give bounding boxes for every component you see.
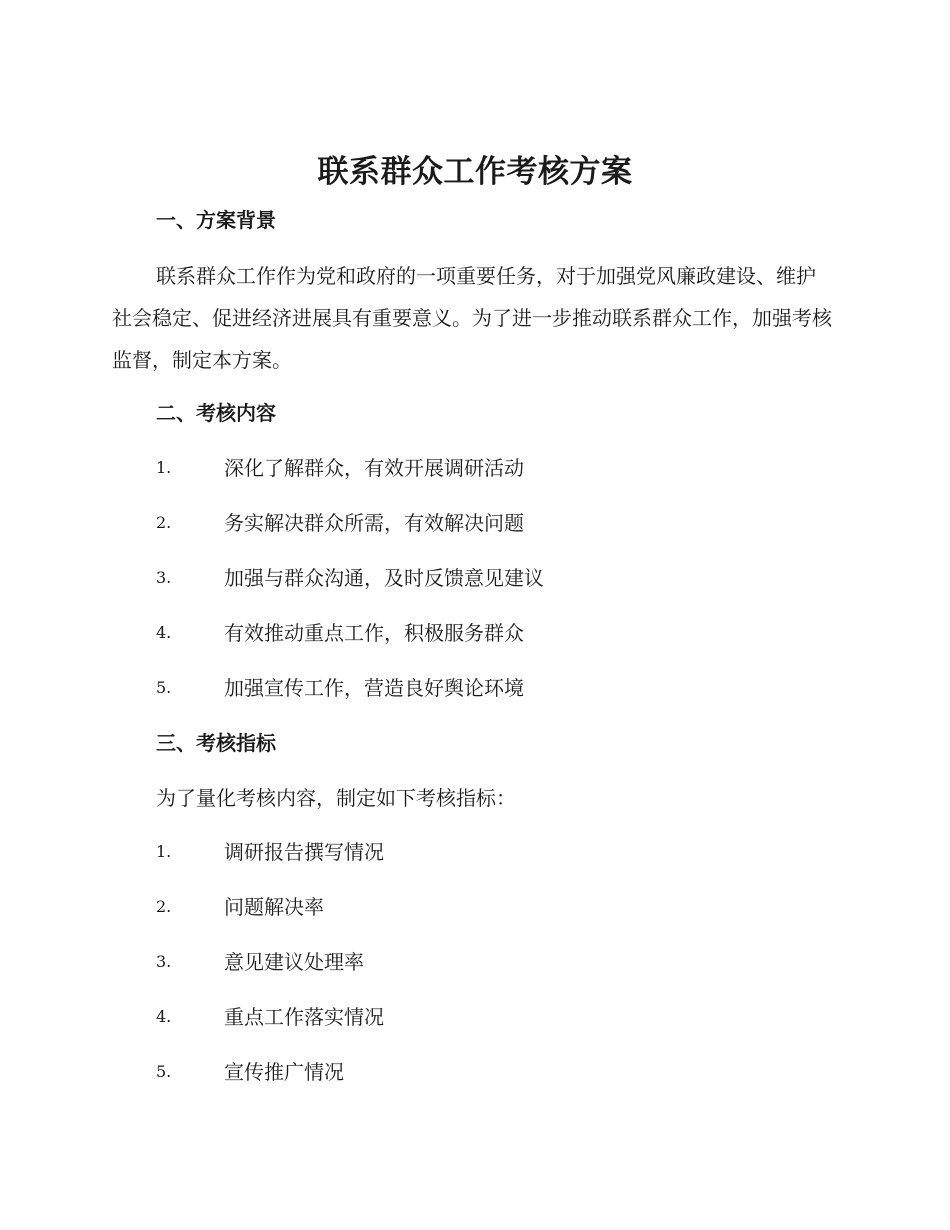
list-text: 有效推动重点工作，积极服务群众 — [224, 621, 524, 645]
section-heading-background: 一、方案背景 — [156, 208, 276, 232]
list-text: 重点工作落实情况 — [224, 1005, 384, 1029]
list-number: 2. — [156, 513, 172, 532]
background-paragraph: 联系群众工作作为党和政府的一项重要任务，对于加强党风廉政建设、维护社会稳定、促进经济进展具有重要意义。为了进一步推动联系群众工作，加强考核监督，制定本方案。 — [112, 264, 832, 372]
list-text: 加强宣传工作，营造良好舆论环境 — [224, 676, 524, 700]
list-text: 问题解决率 — [224, 895, 324, 919]
list-number: 4. — [156, 623, 172, 642]
document-title: 联系群众工作考核方案 — [317, 154, 633, 190]
list-number: 3. — [156, 952, 172, 971]
section-heading-content: 二、考核内容 — [156, 401, 276, 425]
list-text: 深化了解群众，有效开展调研活动 — [224, 456, 524, 480]
list-number: 1. — [156, 842, 172, 861]
indicators-intro: 为了量化考核内容，制定如下考核指标： — [156, 786, 516, 810]
list-number: 1. — [156, 458, 172, 477]
list-text: 意见建议处理率 — [224, 950, 364, 974]
list-number: 3. — [156, 568, 172, 587]
list-number: 5. — [156, 1062, 172, 1081]
list-text: 务实解决群众所需，有效解决问题 — [224, 511, 524, 535]
list-text: 宣传推广情况 — [224, 1060, 344, 1084]
list-number: 4. — [156, 1007, 172, 1026]
list-text: 加强与群众沟通，及时反馈意见建议 — [224, 566, 544, 590]
list-text: 调研报告撰写情况 — [224, 840, 384, 864]
section-heading-indicators: 三、考核指标 — [156, 731, 276, 755]
list-number: 5. — [156, 678, 172, 697]
list-number: 2. — [156, 897, 172, 916]
